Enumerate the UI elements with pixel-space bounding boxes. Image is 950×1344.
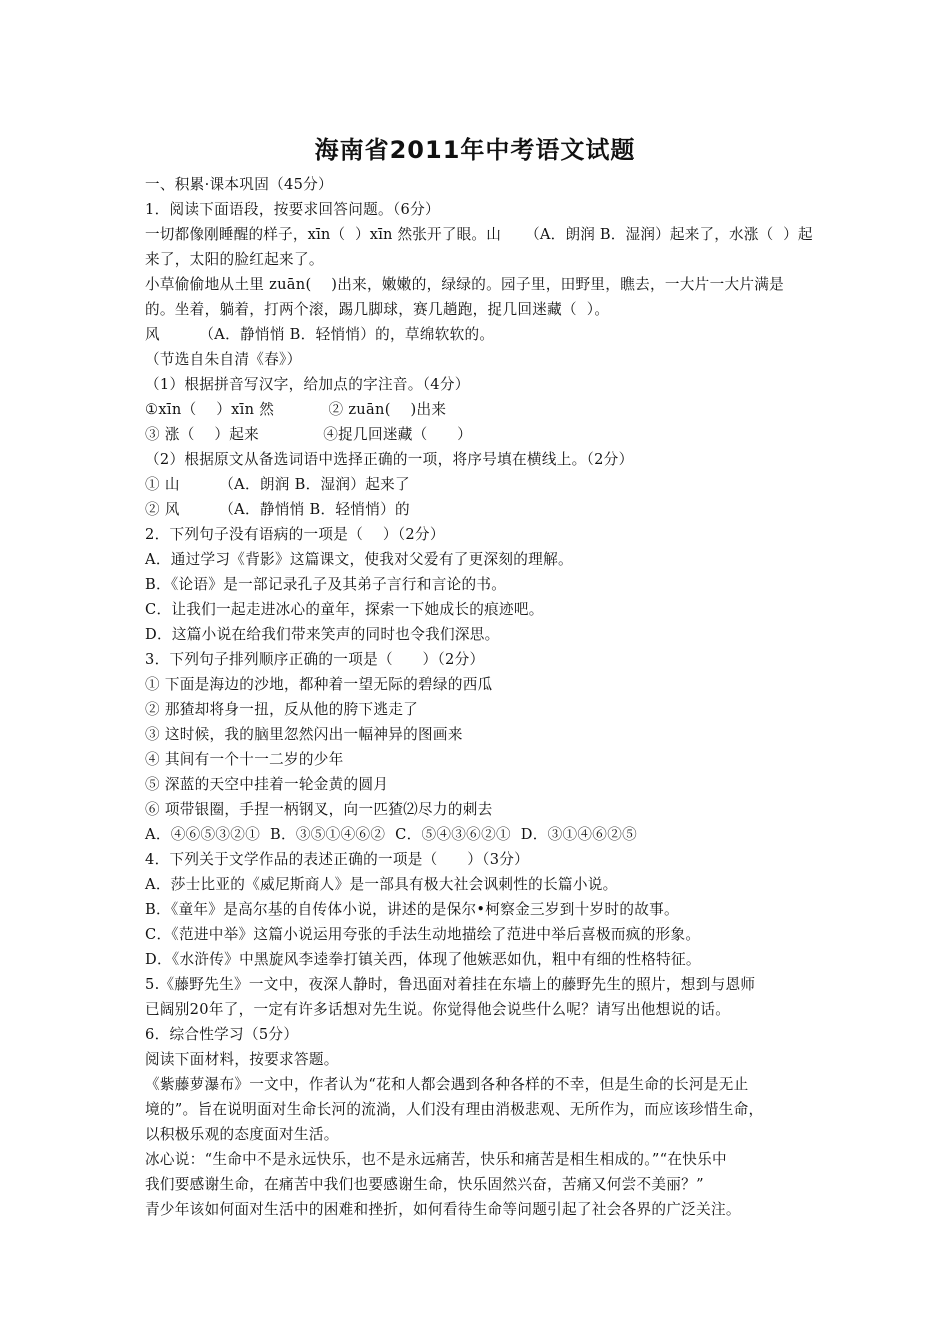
text-line: （1）根据拼音写汉字，给加点的字注音。（4分） xyxy=(145,376,470,393)
text-line: ① 下面是海边的沙地，都种着一望无际的碧绿的西瓜 xyxy=(145,676,493,693)
document-title: 海南省2011年中考语文试题 xyxy=(314,136,636,164)
text-line: ② 那猹却将身一扭，反从他的胯下逃走了 xyxy=(145,701,419,718)
text-line: A．莎士比亚的《威尼斯商人》是一部具有极大社会讽刺性的长篇小说。 xyxy=(145,876,618,893)
text-line: 的。坐着，躺着，打两个滚，踢几脚球，赛几趟跑，捉几回迷藏（ ）。 xyxy=(145,301,610,318)
text-line: ④ 其间有一个十一二岁的少年 xyxy=(145,751,344,768)
text-line: 4．下列关于文学作品的表述正确的一项是（ ）（3分） xyxy=(145,851,530,868)
text-line: ⑤ 深蓝的天空中挂着一轮金黄的圆月 xyxy=(145,776,389,793)
text-line: 已阔别20年了，一定有许多话想对先生说。你觉得他会说些什么呢？请写出他想说的话。 xyxy=(145,1001,731,1018)
text-line: 一、积累·课本巩固（45分） xyxy=(145,176,333,193)
text-line: 青少年该如何面对生活中的困难和挫折，如何看待生命等问题引起了社会各界的广泛关注。 xyxy=(145,1201,741,1218)
text-line: （2）根据原文从备选词语中选择正确的一项，将序号填在横线上。（2分） xyxy=(145,451,634,468)
text-line: B．《童年》是高尔基的自传体小说，讲述的是保尔•柯察金三岁到十岁时的故事。 xyxy=(145,901,679,918)
text-line: C．让我们一起走进冰心的童年，探索一下她成长的痕迹吧。 xyxy=(145,601,544,618)
text-line: 风 （A．静悄悄 B．轻悄悄）的，草绵软软的。 xyxy=(145,326,495,343)
text-line: 一切都像刚睡醒的样子，xīn（ ）xīn 然张开了眼。山 （A．朗润 B．湿润）起来了，水涨（ ）起 xyxy=(145,226,813,243)
text-line: 5.《藤野先生》一文中，夜深人静时，鲁迅面对着挂在东墙上的藤野先生的照片，想到与恩师 xyxy=(145,976,756,993)
text-line: 我们要感谢生命，在痛苦中我们也要感谢生命，快乐固然兴奋，苦痛又何尝不美丽？” xyxy=(145,1176,704,1193)
text-line: ①xīn（ ）xīn 然 ② zuān( )出来 xyxy=(145,401,447,418)
text-line: 境的”。旨在说明面对生命长河的流淌，人们没有理由消极悲观、无所作为，而应该珍惜生命， xyxy=(145,1101,764,1118)
text-line: A．④⑥⑤③②① B．③⑤①④⑥② C．⑤④③⑥②① D．③①④⑥②⑤ xyxy=(145,826,637,843)
text-line: ③ 涨（ ）起来 ④捉几回迷藏（ ） xyxy=(145,426,473,443)
text-line: 小草偷偷地从土里 zuān( )出来，嫩嫩的，绿绿的。园子里，田野里，瞧去，一大片一大片满是 xyxy=(145,276,785,293)
text-line: ③ 这时候，我的脑里忽然闪出一幅神异的图画来 xyxy=(145,726,463,743)
text-line: 冰心说：“生命中不是永远快乐，也不是永远痛苦，快乐和痛苦是相生相成的。”“在快乐中 xyxy=(145,1151,727,1168)
document-body xyxy=(145,172,813,1222)
text-line: 3．下列句子排列顺序正确的一项是（ ）（2分） xyxy=(145,651,485,668)
text-line: ② 风 （A．静悄悄 B．轻悄悄）的 xyxy=(145,501,410,518)
text-line: ⑥ 项带银圈，手捏一柄钢叉，向一匹猹⑵尽力的刺去 xyxy=(145,801,493,818)
text-line: D．这篇小说在给我们带来笑声的同时也令我们深思。 xyxy=(145,626,500,643)
text-line: B．《论语》是一部记录孔子及其弟子言行和言论的书。 xyxy=(145,576,507,593)
text-line: 《紫藤萝瀑布》一文中，作者认为“花和人都会遇到各种各样的不幸，但是生命的长河是无止 xyxy=(145,1076,749,1093)
text-line: C．《范进中举》这篇小说运用夸张的手法生动地描绘了范进中举后喜极而疯的形象。 xyxy=(145,926,701,943)
text-line: 以积极乐观的态度面对生活。 xyxy=(145,1126,339,1143)
text-line: ① 山 （A．朗润 B．湿润）起来了 xyxy=(145,476,410,493)
text-line: （节选自朱自清《春》） xyxy=(145,351,302,368)
text-line: 6．综合性学习（5分） xyxy=(145,1026,299,1043)
text-line: 1．阅读下面语段，按要求回答问题。（6分） xyxy=(145,201,440,218)
text-line: 来了，太阳的脸红起来了。 xyxy=(145,251,324,268)
text-line: D．《水浒传》中黑旋风李逵拳打镇关西，体现了他嫉恶如仇，粗中有细的性格特征。 xyxy=(145,951,701,968)
text-line: 2．下列句子没有语病的一项是（ ）（2分） xyxy=(145,526,445,543)
text-line: A．通过学习《背影》这篇课文，使我对父爱有了更深刻的理解。 xyxy=(145,551,573,568)
text-line: 阅读下面材料，按要求答题。 xyxy=(145,1051,339,1068)
